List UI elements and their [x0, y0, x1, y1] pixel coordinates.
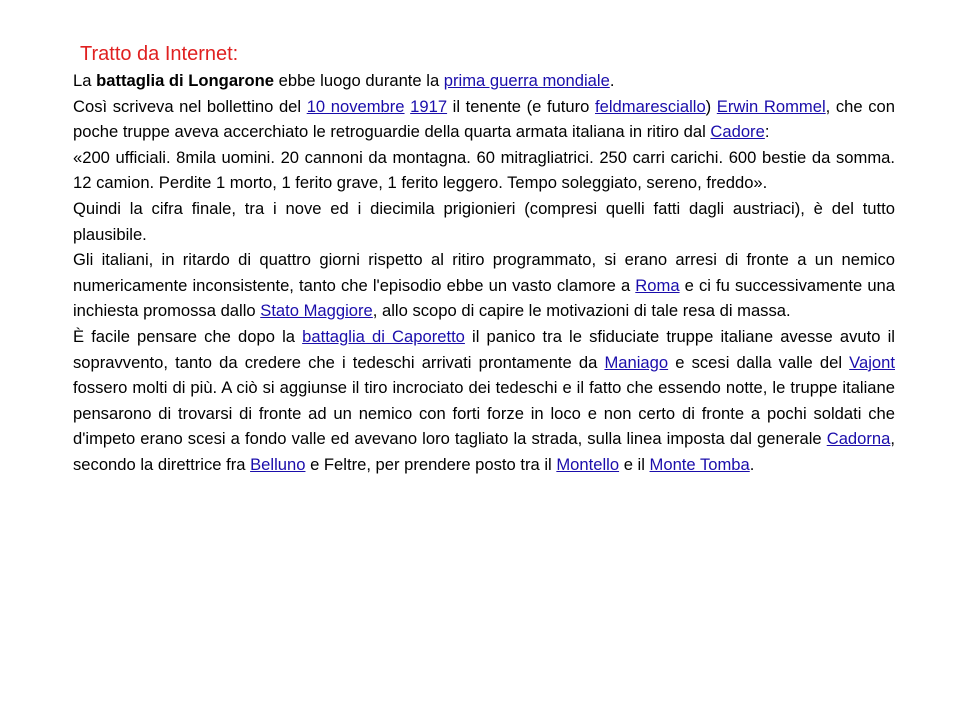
link-vajont[interactable]: Vajont: [849, 352, 895, 372]
text: il panico tra le sfiduciate truppe italiane avesse avuto il sopravvento, tanto da credere che i tedeschi arrivati prontamente da: [73, 326, 895, 372]
text: e scesi dalla valle del: [668, 352, 850, 372]
link-roma[interactable]: Roma: [635, 275, 680, 295]
text: e il: [619, 454, 650, 474]
link-1917[interactable]: 1917: [410, 96, 448, 116]
text: , che con poche truppe aveva accerchiato le retroguardie della quarta armata italiana in ritiro dal: [73, 96, 895, 142]
paragraph-1: [73, 68, 895, 94]
paragraph-2: [73, 94, 895, 145]
link-belluno[interactable]: Belluno: [250, 454, 306, 474]
link-monte-tomba[interactable]: Monte Tomba: [649, 454, 750, 474]
paragraph-5: [73, 247, 895, 324]
paragraph-6: [73, 324, 895, 478]
link-stato-maggiore[interactable]: Stato Maggiore: [260, 301, 373, 321]
text: .: [749, 454, 755, 474]
bold-title: battaglia di Longarone: [96, 71, 275, 90]
article-text: [73, 68, 895, 478]
link-cadore[interactable]: Cadore: [710, 122, 765, 142]
link-10-novembre[interactable]: 10 novembre: [306, 96, 405, 116]
link-erwin-rommel[interactable]: Erwin Rommel: [716, 96, 826, 116]
text: .: [609, 71, 615, 90]
text: È facile pensare che dopo la: [73, 326, 303, 346]
text: ebbe luogo durante la: [274, 71, 444, 90]
slide-heading: Tratto da Internet:: [80, 43, 239, 65]
link-feldmaresciallo[interactable]: feldmaresciallo: [595, 96, 706, 116]
text: Gli italiani, in ritardo di quattro giorni rispetto al ritiro programmato, si erano arresi di fronte a un nemico numericamente inconsistente, tanto che l'episodio ebbe un vasto clamore a: [73, 250, 895, 295]
text: ): [705, 96, 717, 116]
paragraph-4: Quindi la cifra finale, tra i nove ed i diecimila prigionieri (compresi quelli fatti dagli austriaci), è del tutto plausibile.: [73, 198, 895, 244]
text: il tenente (e futuro: [447, 96, 595, 116]
link-battaglia-di-caporetto[interactable]: battaglia di Caporetto: [302, 326, 465, 346]
paragraph-3: «200 ufficiali. 8mila uomini. 20 cannoni da montagna. 60 mitragliatrici. 250 carri carichi. 600 bestie da somma. 12 camion. Perdite 1 morto, 1 ferito grave, 1 ferito leggero. Tempo soleggiato, sereno, freddo».: [73, 147, 895, 193]
link-montello[interactable]: Montello: [556, 454, 620, 474]
text: , secondo la direttrice fra: [73, 429, 895, 474]
link-cadorna[interactable]: Cadorna: [826, 429, 891, 449]
text: e Feltre, per prendere posto tra il: [305, 454, 557, 474]
link-prima-guerra-mondiale[interactable]: prima guerra mondiale: [443, 71, 610, 90]
text: e ci fu successivamente una inchiesta promossa dallo: [73, 275, 895, 321]
text: :: [764, 122, 770, 142]
text: fossero molti di più. A ciò si aggiunse il tiro incrociato dei tedeschi e il fatto che essendo notte, le truppe italiane pensarono di trovarsi di fronte ad un nemico con forti forze in loco e non certo di fronte a pochi soldati che d'impeto erano scesi a fondo valle ed avevano loro tagliato la strada, sulla linea imposta dal generale: [73, 378, 895, 449]
text: La: [73, 71, 97, 90]
text: Così scriveva nel bollettino del: [73, 96, 307, 116]
link-maniago[interactable]: Maniago: [604, 352, 669, 372]
text: , allo scopo di capire le motivazioni di tale resa di massa.: [372, 301, 791, 321]
